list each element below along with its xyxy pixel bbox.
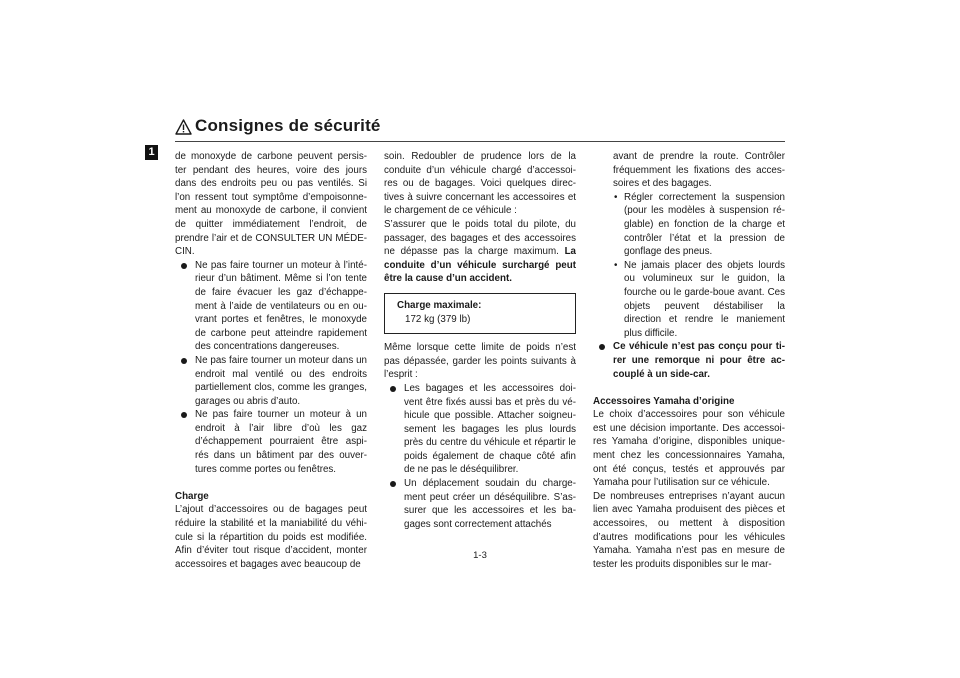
page-number: 1-3 [473,550,487,561]
limit-paragraph: Même lorsque cette limite de poids n’est pas dépassée, garder les points suivants à l’esprit : [384,342,576,381]
co-intro-paragraph: de monoxyde de carbone peuvent persis- ter pendant des heures, voire des jours dans des endroits peu ou pas ventilés. Si l’on ressent tout symptôme d’empoisonne- ment au monoxyde de carbone, il convient de quitter immédiatement l’endroit, de prendre l’air et de CONSULTER UN MÉDE- CIN. [175,151,367,258]
list-item: Ne pas faire tourner un moteur dans un endroit mal ventilé ou des endroits partiellement clos, comme les granges, garages ou abris d’auto. [175,354,367,408]
list-item: Ne pas faire tourner un moteur à l’inté- rieur d’un bâtiment. Même si l’on tente de faire évacuer les gaz d’échappe- ment à l’aide de ventilateurs ou en ou- vrant portes et fenêtres, le monoxyde de carbone peut atteindre rapidement des concentrations dangereuses. [175,259,367,354]
chapter-tab: 1 [145,145,158,160]
column-2 [384,150,576,531]
load-bullet-list [384,382,576,532]
spec-value: 172 kg (379 lb) [405,313,471,325]
max-load-box [384,293,576,334]
page-header [175,116,785,140]
co-bullet-list [175,259,367,477]
list-item: • Ne jamais placer des objets lourds ou volumineux sur le guidon, la fourche ou le garde-boue avant. Ces objets peuvent déstabiliser la direction et rendre le maniement plus difficile. [613,259,785,341]
weight-text: S’assurer que le poids total du pilote, du passager, des bagages et des accessoires ne dépasse pas la charge maximum. [384,218,576,258]
sidecar-bullet-list [593,340,785,381]
list-item: Ce véhicule n’est pas conçu pour ti- rer une remorque ni pour être ac- couplé à un side-car. [593,340,785,381]
charge-paragraph: L’ajout d’accessoires ou de bagages peut réduire la stabilité et la maniabilité du véhi- cule si la répartition du poids est modifiée. Afin d’éviter tout risque d’accident, monter accessoires et bagages avec beaucoup de [175,504,367,570]
list-item: • Régler correctement la suspension (pour les modèles à suspension ré- glable) en fonction de la charge et contrôler l’état et la pression de gonflage des pneus. [613,191,785,259]
warning-triangle-icon [175,119,192,135]
list-item: Les bagages et les accessoires doi- vent être fixés aussi bas et près du vé- hicule que possible. Attacher soigneu- sement les bagages les plus lourds près du centre du véhicule et répartir le poids également de chaque côté afin de ne pas le déséquilibrer. [384,382,576,477]
list-item: Ne pas faire tourner un moteur à un endroit à l’air libre d’où les gaz d’échappement pourraient être aspi- rés dans un bâtiment par des ouver- tures comme portes ou fenêtres. [175,408,367,476]
accessories-paragraph-1: Le choix d’accessoires pour son véhicule est une décision importante. Des accessoi- res Yamaha d’origine, disponibles unique- ment chez les concessionnaires Yamaha, ont été conçus, testés et approuvés par Yamaha pour l’utilisation sur ce véhicule. [593,409,785,489]
header-divider [175,141,785,142]
spec-label: Charge maximale: [397,299,482,311]
section-heading-charge: Charge [175,490,209,502]
section-heading-accessories: Accessoires Yamaha d’origine [593,395,735,407]
column-3 [593,150,785,571]
list-item: Un déplacement soudain du charge- ment peut créer un déséquilibre. S’as- surer que les accessoires et les ba- gages sont correctement attachés [384,477,576,531]
column-1 [175,150,367,571]
charge-continued-paragraph: soin. Redoubler de prudence lors de la conduite d’un véhicule chargé d’accessoi- res ou de bagages. Voici quelques direc- tives à suivre concernant les accessoires et le chargement de ce véhicule : [384,151,576,217]
bullet-continuation: avant de prendre la route. Contrôler fréquemment les fixations des acces- soires et des bagages. [613,151,785,190]
sub-bullet-list [593,191,785,341]
weight-paragraph [384,218,576,286]
overload-warning: La conduite d’un véhicule surchargé peut être la cause d’un accident. [384,246,576,285]
page-title: Consignes de sécurité [195,116,381,135]
accessories-paragraph-2: De nombreuses entreprises n’ayant aucun lien avec Yamaha produisent des pièces et accessoires, ou mettent à disposition d’autres modifications pour les véhicules Yamaha. Yamaha n’est pas en mesure de tester les produits disponibles sur le mar- [593,490,785,570]
